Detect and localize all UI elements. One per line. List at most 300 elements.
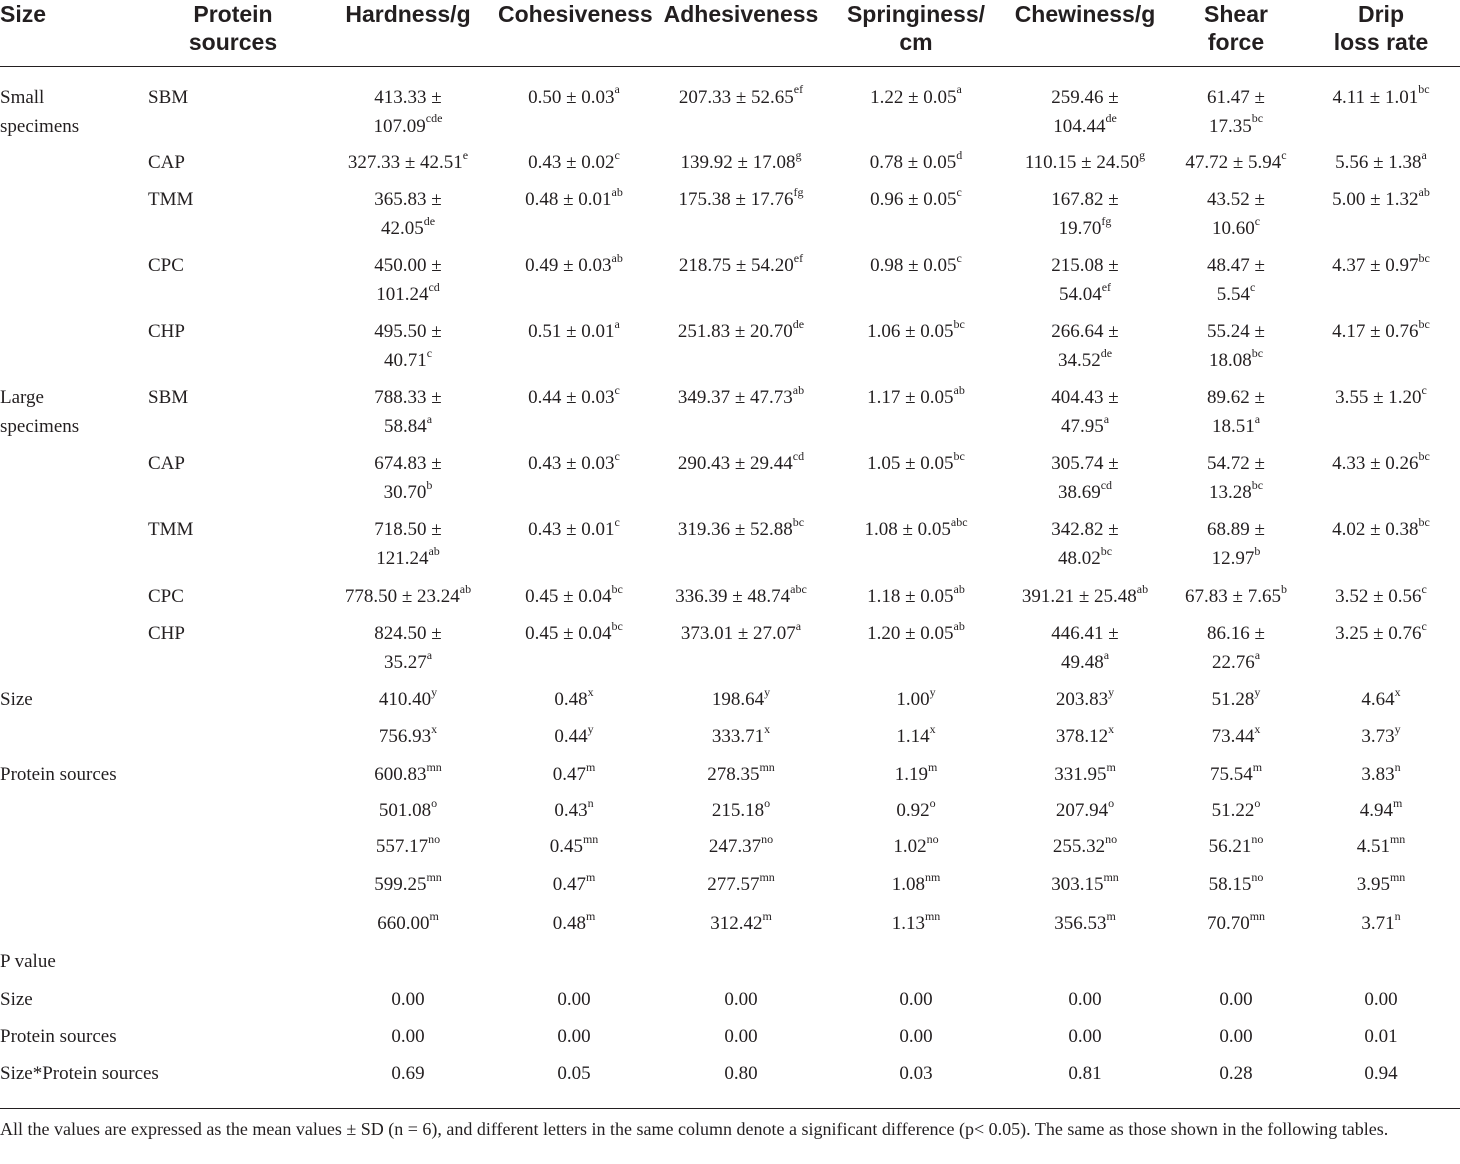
significance-letter: y [1394, 721, 1401, 736]
table-cell [318, 66, 498, 148]
table-cell [1302, 796, 1460, 832]
cell-value: 0.00 [557, 989, 591, 1010]
cell-value: 0.00 [724, 1026, 758, 1047]
table-cell [1170, 796, 1302, 832]
significance-letter: c [614, 382, 620, 397]
table-cell [318, 1022, 498, 1059]
cell-value: 1.08 ± 0.05 [864, 519, 951, 540]
row-protein-source: CAP [148, 453, 185, 474]
cell-value: 0.00 [1364, 989, 1398, 1010]
cell-value: 3.95 [1356, 874, 1390, 895]
cell-value: 336.39 ± 48.74 [675, 586, 791, 607]
cell-value: 4.51 [1356, 836, 1390, 857]
cell-value: 51.22 [1211, 800, 1255, 821]
header-drip-loss-rate: Drip loss rate [1302, 0, 1460, 66]
cell-value: 1.05 ± 0.05 [867, 453, 954, 474]
significance-letter: no [1251, 869, 1264, 884]
row-protein-source: CPC [148, 255, 184, 276]
row-group-label: Size [0, 689, 33, 710]
table-cell [318, 185, 498, 251]
significance-letter: cd [428, 279, 440, 294]
cell-value: 207.33 ± 52.65 [678, 86, 794, 108]
table-cell [650, 66, 832, 148]
row-group-label [0, 582, 148, 619]
row-group-label [0, 619, 148, 685]
significance-letter: a [1254, 647, 1261, 662]
table-cell [832, 870, 1000, 909]
significance-letter: bc [611, 618, 623, 633]
significance-letter: bc [953, 448, 965, 463]
table-cell [650, 185, 832, 251]
row-group-label: P value [0, 951, 56, 972]
table-cell [498, 515, 650, 582]
significance-letter: m [429, 908, 439, 923]
significance-letter: c [1254, 213, 1261, 228]
table-cell [650, 148, 832, 185]
table-cell [1000, 796, 1170, 832]
significance-letter: y [587, 721, 594, 736]
cell-value: 0.00 [899, 1026, 933, 1047]
table-cell [832, 1059, 1000, 1101]
significance-letter: m [585, 869, 596, 884]
table-cell [1170, 515, 1302, 582]
cell-value: 4.17 ± 0.76 [1332, 321, 1419, 342]
table-cell [1170, 148, 1302, 185]
cell-value: 278.35 [707, 764, 760, 785]
significance-letter: c [1421, 382, 1427, 397]
table-cell [650, 317, 832, 383]
significance-letter: b [426, 477, 433, 492]
row-group-label [0, 722, 148, 760]
cell-value: 0.47 [552, 874, 586, 895]
cell-value: 824.50 ± 35.27 [374, 623, 442, 673]
table-cell [1302, 947, 1460, 985]
significance-letter: no [428, 831, 441, 846]
cell-value: 1.08 [891, 874, 925, 895]
cell-value: 47.72 ± 5.94 [1185, 152, 1282, 173]
table-cell [1170, 66, 1302, 148]
significance-letter: de [792, 316, 805, 331]
table-cell [498, 449, 650, 515]
cell-value: 3.83 [1361, 764, 1395, 785]
cell-value: 175.38 ± 17.76 [678, 189, 794, 210]
table-cell [318, 515, 498, 582]
cell-value: 331.95 [1054, 764, 1107, 785]
table-cell [318, 449, 498, 515]
significance-letter: de [423, 213, 436, 228]
cell-value: 4.94 [1359, 800, 1393, 821]
cell-value: 413.33 ± 107.09 [373, 86, 442, 137]
table-cell [498, 985, 650, 1022]
table-cell [498, 832, 650, 870]
cell-value: 0.43 ± 0.01 [528, 519, 615, 540]
row-protein-source: TMM [148, 519, 194, 540]
significance-letter: ab [459, 581, 472, 596]
significance-letter: y [1108, 684, 1115, 699]
table-cell [832, 796, 1000, 832]
table-cell [318, 317, 498, 383]
table-cell [1302, 832, 1460, 870]
cell-value: 4.64 [1361, 689, 1395, 710]
table-cell [498, 582, 650, 619]
table-row [0, 870, 1460, 909]
significance-letter: ef [793, 250, 804, 265]
table-cell [1170, 582, 1302, 619]
table-cell [318, 251, 498, 317]
cell-value: 5.00 ± 1.32 [1332, 189, 1419, 210]
cell-value: 557.17 [375, 836, 429, 857]
row-protein-source [148, 832, 318, 870]
row-protein-source: CHP [148, 623, 185, 644]
significance-letter: bc [1251, 111, 1264, 126]
significance-letter: a [1103, 411, 1110, 426]
significance-letter: c [956, 250, 962, 265]
table-row [0, 832, 1460, 870]
significance-letter: mn [426, 759, 442, 774]
table-cell [318, 796, 498, 832]
footer-divider [0, 1108, 1460, 1109]
table-cell [1000, 947, 1170, 985]
table-cell [1170, 685, 1302, 722]
table-cell [650, 947, 832, 985]
table-cell [650, 1022, 832, 1059]
significance-letter: n [587, 795, 594, 810]
table-row [0, 760, 1460, 796]
cell-value: 4.37 ± 0.97 [1332, 255, 1419, 276]
table-cell [1000, 685, 1170, 722]
significance-letter: de [1100, 345, 1113, 360]
row-protein-source [148, 870, 318, 909]
table-cell [832, 582, 1000, 619]
cell-value: 600.83 [374, 764, 427, 785]
significance-letter: no [761, 831, 774, 846]
table-cell [1170, 251, 1302, 317]
cell-value: 599.25 [374, 874, 427, 895]
table-cell [832, 148, 1000, 185]
table-cell [832, 760, 1000, 796]
cell-value: 4.33 ± 0.26 [1332, 453, 1419, 474]
significance-letter: e [462, 147, 469, 162]
cell-value: 3.25 ± 0.76 [1335, 623, 1422, 644]
table-cell [1170, 947, 1302, 985]
table-cell [650, 449, 832, 515]
significance-letter: x [764, 721, 771, 736]
significance-letter: c [1421, 618, 1427, 633]
cell-value: 0.69 [391, 1063, 425, 1084]
significance-letter: de [1105, 111, 1117, 126]
table-cell [498, 947, 650, 985]
table-cell [1302, 251, 1460, 317]
table-cell [1302, 985, 1460, 1022]
table-cell [832, 985, 1000, 1022]
cell-value: 327.33 ± 42.51 [347, 152, 463, 173]
significance-letter: no [1251, 831, 1264, 846]
table-cell [318, 582, 498, 619]
cell-value: 0.47 [552, 764, 586, 785]
cell-value: 0.50 ± 0.03 [528, 86, 615, 108]
significance-letter: bc [611, 581, 623, 596]
significance-letter: m [585, 759, 596, 774]
row-group-label [0, 449, 148, 515]
row-group-label [0, 870, 148, 909]
table-cell [1170, 383, 1302, 449]
significance-letter: bc [792, 514, 805, 529]
significance-letter: ab [1418, 184, 1430, 199]
table-cell [498, 760, 650, 796]
cell-value: 215.08 ± 54.04 [1051, 255, 1119, 305]
table-row [0, 148, 1460, 185]
cell-value: 0.48 [552, 913, 586, 934]
significance-letter: cd [1100, 477, 1113, 492]
table-cell [1000, 1022, 1170, 1059]
table-cell [832, 185, 1000, 251]
table-cell [832, 383, 1000, 449]
table-cell [832, 515, 1000, 582]
cell-value: 0.00 [1068, 1026, 1102, 1047]
row-group-label [0, 185, 148, 251]
cell-value: 495.50 ± 40.71 [374, 321, 442, 371]
cell-value: 0.80 [724, 1063, 758, 1084]
table-cell [498, 870, 650, 909]
cell-value: 61.47 ± 17.35 [1207, 86, 1265, 137]
significance-letter: a [426, 647, 433, 662]
cell-value: 110.15 ± 24.50 [1024, 152, 1140, 173]
table-row [0, 985, 1460, 1022]
significance-letter: ab [1136, 581, 1149, 596]
significance-letter: a [956, 82, 962, 97]
table-cell [318, 685, 498, 722]
table-cell [650, 870, 832, 909]
cell-value: 0.81 [1068, 1063, 1102, 1084]
cell-value: 0.00 [1219, 1026, 1253, 1047]
cell-value: 67.83 ± 7.65 [1185, 586, 1281, 607]
cell-value: 290.43 ± 29.44 [677, 453, 793, 474]
table-cell [1000, 832, 1170, 870]
table-cell [1302, 685, 1460, 722]
significance-letter: c [426, 345, 433, 360]
table-cell [650, 760, 832, 796]
cell-value: 1.17 ± 0.05 [867, 387, 954, 408]
table-cell [650, 383, 832, 449]
cell-value: 207.94 [1055, 800, 1109, 821]
significance-letter: c [614, 448, 620, 463]
row-group-label: Size [0, 989, 33, 1010]
table-cell [498, 317, 650, 383]
table-cell [318, 909, 498, 947]
cell-value: 55.24 ± 18.08 [1207, 321, 1265, 371]
table-cell [1000, 66, 1170, 148]
header-chewiness: Chewiness/g [1000, 0, 1170, 66]
row-protein-source [148, 909, 318, 947]
table-cell [1170, 832, 1302, 870]
row-group-label [0, 515, 148, 582]
significance-letter: x [929, 721, 936, 736]
cell-value: 0.05 [557, 1063, 591, 1084]
cell-value: 43.52 ± 10.60 [1207, 189, 1265, 239]
row-group-label: Small specimens [0, 86, 80, 137]
significance-letter: bc [1418, 82, 1430, 97]
significance-letter: x [1108, 721, 1115, 736]
significance-letter: o [1108, 795, 1115, 810]
significance-letter: d [956, 147, 963, 162]
table-cell [498, 1059, 650, 1101]
significance-letter: a [614, 316, 620, 331]
table-cell [650, 619, 832, 685]
table-cell [1302, 870, 1460, 909]
row-protein-source: TMM [148, 189, 194, 210]
cell-value: 3.52 ± 0.56 [1335, 586, 1422, 607]
row-group-label: Protein sources [0, 1026, 117, 1047]
significance-letter: abc [790, 581, 807, 596]
cell-value: 0.44 ± 0.03 [528, 387, 615, 408]
cell-value: 139.92 ± 17.08 [680, 152, 796, 173]
cell-value: 1.02 [893, 836, 927, 857]
table-cell [498, 909, 650, 947]
table-cell [1302, 515, 1460, 582]
cell-value: 277.57 [707, 874, 760, 895]
significance-letter: c [614, 514, 620, 529]
significance-letter: mn [1389, 831, 1406, 846]
cell-value: 73.44 [1211, 726, 1255, 747]
significance-letter: bc [1251, 345, 1264, 360]
table-cell [832, 685, 1000, 722]
row-protein-source [148, 1022, 318, 1059]
cell-value: 89.62 ± 18.51 [1207, 387, 1265, 437]
table-row [0, 515, 1460, 582]
cell-value: 342.82 ± 48.02 [1051, 519, 1119, 569]
table-cell [832, 1022, 1000, 1059]
cell-value: 1.18 ± 0.05 [867, 586, 954, 607]
significance-letter: fg [793, 184, 804, 199]
table-cell [498, 66, 650, 148]
significance-letter: ab [953, 382, 965, 397]
table-cell [1170, 1059, 1302, 1101]
significance-letter: x [1394, 684, 1401, 699]
cell-value: 48.47 ± 5.54 [1207, 255, 1265, 305]
table-cell [498, 796, 650, 832]
cell-value: 0.98 ± 0.05 [870, 255, 957, 276]
table-cell [650, 909, 832, 947]
significance-letter: a [1254, 411, 1261, 426]
row-group-label: Protein sources [0, 764, 117, 785]
significance-letter: x [1254, 721, 1261, 736]
significance-letter: mn [1249, 908, 1266, 923]
row-group-label [0, 796, 148, 832]
table-cell [498, 685, 650, 722]
table-cell [1000, 148, 1170, 185]
significance-letter: ab [792, 382, 805, 397]
cell-value: 373.01 ± 27.07 [680, 623, 796, 644]
table-cell [832, 619, 1000, 685]
table-cell [832, 317, 1000, 383]
cell-value: 391.21 ± 25.48 [1021, 586, 1137, 607]
table-cell [498, 722, 650, 760]
significance-letter: bc [1418, 316, 1430, 331]
significance-letter: a [614, 82, 620, 97]
header-springiness: Springiness/ cm [832, 0, 1000, 66]
significance-letter: y [431, 684, 438, 699]
table-cell [1302, 317, 1460, 383]
significance-letter: mn [582, 831, 599, 846]
cell-value: 0.00 [899, 989, 933, 1010]
significance-letter: g [1139, 147, 1146, 162]
table-cell [1302, 449, 1460, 515]
significance-letter: y [929, 684, 936, 699]
table-cell [1000, 582, 1170, 619]
cell-value: 0.00 [1219, 989, 1253, 1010]
significance-letter: bc [1251, 477, 1264, 492]
table-cell [1000, 760, 1170, 796]
cell-value: 56.21 [1208, 836, 1252, 857]
significance-letter: bc [1418, 448, 1430, 463]
table-cell [1000, 619, 1170, 685]
significance-letter: bc [1100, 543, 1113, 558]
table-cell [650, 796, 832, 832]
significance-letter: m [1252, 759, 1263, 774]
significance-letter: mn [1389, 869, 1406, 884]
significance-letter: fg [1101, 213, 1112, 228]
cell-value: 247.37 [708, 836, 762, 857]
significance-letter: a [1103, 647, 1110, 662]
cell-value: 356.53 [1054, 913, 1107, 934]
table-cell [1000, 317, 1170, 383]
cell-value: 349.37 ± 47.73 [677, 387, 793, 408]
row-protein-source [148, 796, 318, 832]
table-cell [1170, 760, 1302, 796]
significance-letter: m [1106, 759, 1116, 774]
table-row [0, 909, 1460, 947]
cell-value: 674.83 ± 30.70 [374, 453, 442, 503]
cell-value: 1.22 ± 0.05 [870, 86, 957, 108]
table-cell [650, 832, 832, 870]
table-cell [650, 251, 832, 317]
table-cell [1170, 449, 1302, 515]
cell-value: 54.72 ± 13.28 [1207, 453, 1265, 503]
significance-letter: mn [924, 908, 941, 923]
table-cell [1170, 185, 1302, 251]
significance-letter: m [585, 908, 596, 923]
table-cell [318, 148, 498, 185]
cell-value: 305.74 ± 38.69 [1051, 453, 1119, 503]
significance-letter: cd [792, 448, 805, 463]
table-cell [318, 832, 498, 870]
significance-letter: c [1281, 147, 1287, 162]
table-cell [1000, 251, 1170, 317]
table-cell [1302, 760, 1460, 796]
table-row [0, 582, 1460, 619]
table-cell [498, 1022, 650, 1059]
table-row [0, 66, 1460, 148]
row-protein-source [148, 947, 318, 985]
row-group-label [0, 909, 148, 947]
row-protein-source [148, 722, 318, 760]
table-cell [650, 722, 832, 760]
cell-value: 660.00 [377, 913, 430, 934]
cell-value: 255.32 [1052, 836, 1106, 857]
significance-letter: y [764, 684, 771, 699]
table-footnote: All the values are expressed as the mean values ± SD (n = 6), and different letters in the same column denote a significant difference (p< 0.05). The same as those shown in the following tables. [0, 1119, 1389, 1139]
table-cell [1000, 985, 1170, 1022]
table-cell [1302, 722, 1460, 760]
significance-letter: abc [950, 514, 968, 529]
table-cell [1000, 185, 1170, 251]
significance-letter: no [1105, 831, 1118, 846]
cell-value: 365.83 ± 42.05 [374, 189, 442, 239]
cell-value: 378.12 [1055, 726, 1109, 747]
table-cell [318, 870, 498, 909]
cell-value: 58.15 [1208, 874, 1252, 895]
cell-value: 75.54 [1209, 764, 1253, 785]
